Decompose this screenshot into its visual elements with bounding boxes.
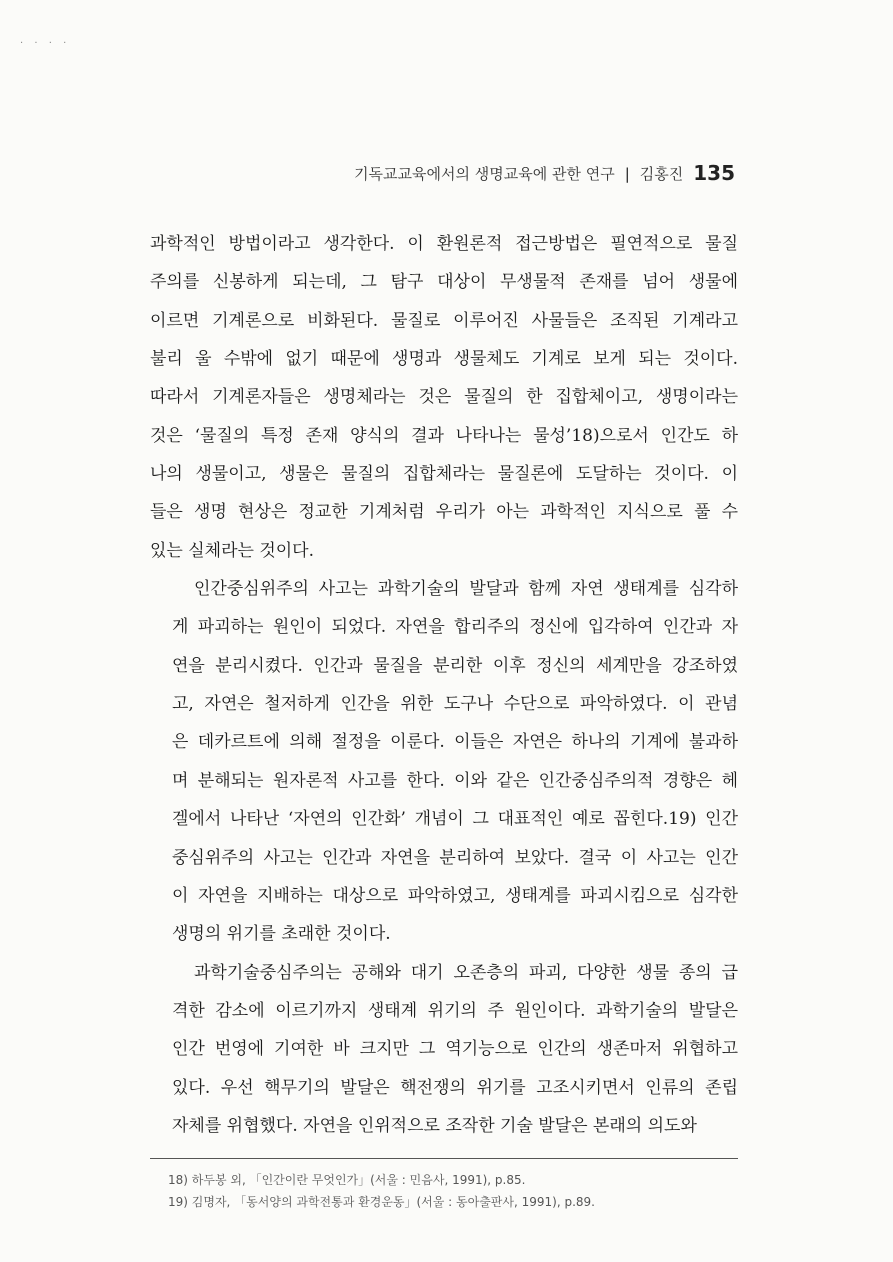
body-text bbox=[150, 225, 738, 1145]
text-line: 게 파괴하는 원인이 되었다. 자연을 합리주의 정신에 입각하여 인간과 자 bbox=[172, 617, 738, 638]
text-line: 것은 ‘물질의 특정 존재 양식의 결과 나타나는 물성’18)으로서 인간도 하 bbox=[150, 425, 738, 446]
text-line: 중심위주의 사고는 인간과 자연을 분리하여 보았다. 결국 이 사고는 인간 bbox=[172, 847, 738, 868]
paragraph bbox=[150, 954, 738, 1146]
text-line: 이 자연을 지배하는 대상으로 파악하였고, 생태계를 파괴시킴으로 심각한 bbox=[172, 885, 738, 906]
text-line: 이르면 기계론으로 비화된다. 물질로 이루어진 사물들은 조직된 기계라고 bbox=[150, 310, 738, 331]
running-title: 기독교교육에서의 생명교육에 관한 연구 bbox=[354, 165, 615, 183]
text-line: 과학기술중심주의는 공해와 대기 오존층의 파괴, 다양한 생물 종의 급 bbox=[194, 962, 738, 983]
paragraph bbox=[150, 570, 738, 953]
text-line: 들은 생명 현상은 정교한 기계처럼 우리가 아는 과학적인 지식으로 풀 수 bbox=[150, 502, 738, 523]
text-line: 인간중심위주의 사고는 과학기술의 발달과 함께 자연 생태계를 심각하 bbox=[194, 579, 738, 600]
text-line: 자체를 위협했다. 자연을 인위적으로 조작한 기술 발달은 본래의 의도와 bbox=[172, 1115, 697, 1136]
scan-artifact: · · · · bbox=[20, 38, 71, 49]
text-line: 생명의 위기를 초래한 것이다. bbox=[172, 924, 391, 945]
text-line: 있는 실체라는 것이다. bbox=[150, 540, 315, 561]
page-number: 135 bbox=[693, 161, 735, 185]
footnotes bbox=[150, 1158, 738, 1215]
text-line: 며 분해되는 원자론적 사고를 한다. 이와 같은 인간중심주의적 경향은 헤 bbox=[172, 770, 738, 791]
text-line: 주의를 신봉하게 되는데, 그 탐구 대상이 무생물적 존재를 넘어 생물에 bbox=[150, 272, 738, 293]
text-line: 고, 자연은 철저하게 인간을 위한 도구나 수단으로 파악하였다. 이 관념 bbox=[172, 694, 738, 715]
footnote: 18) 하두봉 외, 「인간이란 무엇인가」(서울 : 민음사, 1991), p.85. bbox=[168, 1173, 526, 1187]
text-line: 연을 분리시켰다. 인간과 물질을 분리한 이후 정신의 세계만을 강조하였 bbox=[172, 655, 738, 676]
text-line: 따라서 기계론자들은 생명체라는 것은 물질의 한 집합체이고, 생명이라는 bbox=[150, 387, 738, 408]
running-header bbox=[150, 160, 735, 184]
text-line: 있다. 우선 핵무기의 발달은 핵전쟁의 위기를 고조시키면서 인류의 존립 bbox=[172, 1077, 738, 1098]
paragraph bbox=[150, 225, 738, 570]
header-separator: | bbox=[624, 165, 630, 183]
text-line: 격한 감소에 이르기까지 생태계 위기의 주 원인이다. 과학기술의 발달은 bbox=[172, 1000, 738, 1021]
text-line: 인간 번영에 기여한 바 크지만 그 역기능으로 인간의 생존마저 위협하고 bbox=[172, 1039, 738, 1060]
text-line: 겔에서 나타난 ‘자연의 인간화’ 개념이 그 대표적인 예로 꼽힌다.19) 인간 bbox=[172, 809, 738, 830]
footnote: 19) 김명자, 「동서양의 과학전통과 환경운동」(서울 : 동아출판사, 1991), p.89. bbox=[168, 1195, 595, 1209]
text-line: 나의 생물이고, 생물은 물질의 집합체라는 물질론에 도달하는 것이다. 이 bbox=[150, 464, 738, 485]
author-name: 김홍진 bbox=[639, 165, 684, 183]
text-line: 불리 울 수밖에 없기 때문에 생명과 생물체도 기계로 보게 되는 것이다. bbox=[150, 349, 738, 370]
text-line: 과학적인 방법이라고 생각한다. 이 환원론적 접근방법은 필연적으로 물질 bbox=[150, 234, 738, 254]
text-line: 은 데카르트에 의해 절정을 이룬다. 이들은 자연은 하나의 기계에 불과하 bbox=[172, 732, 738, 753]
